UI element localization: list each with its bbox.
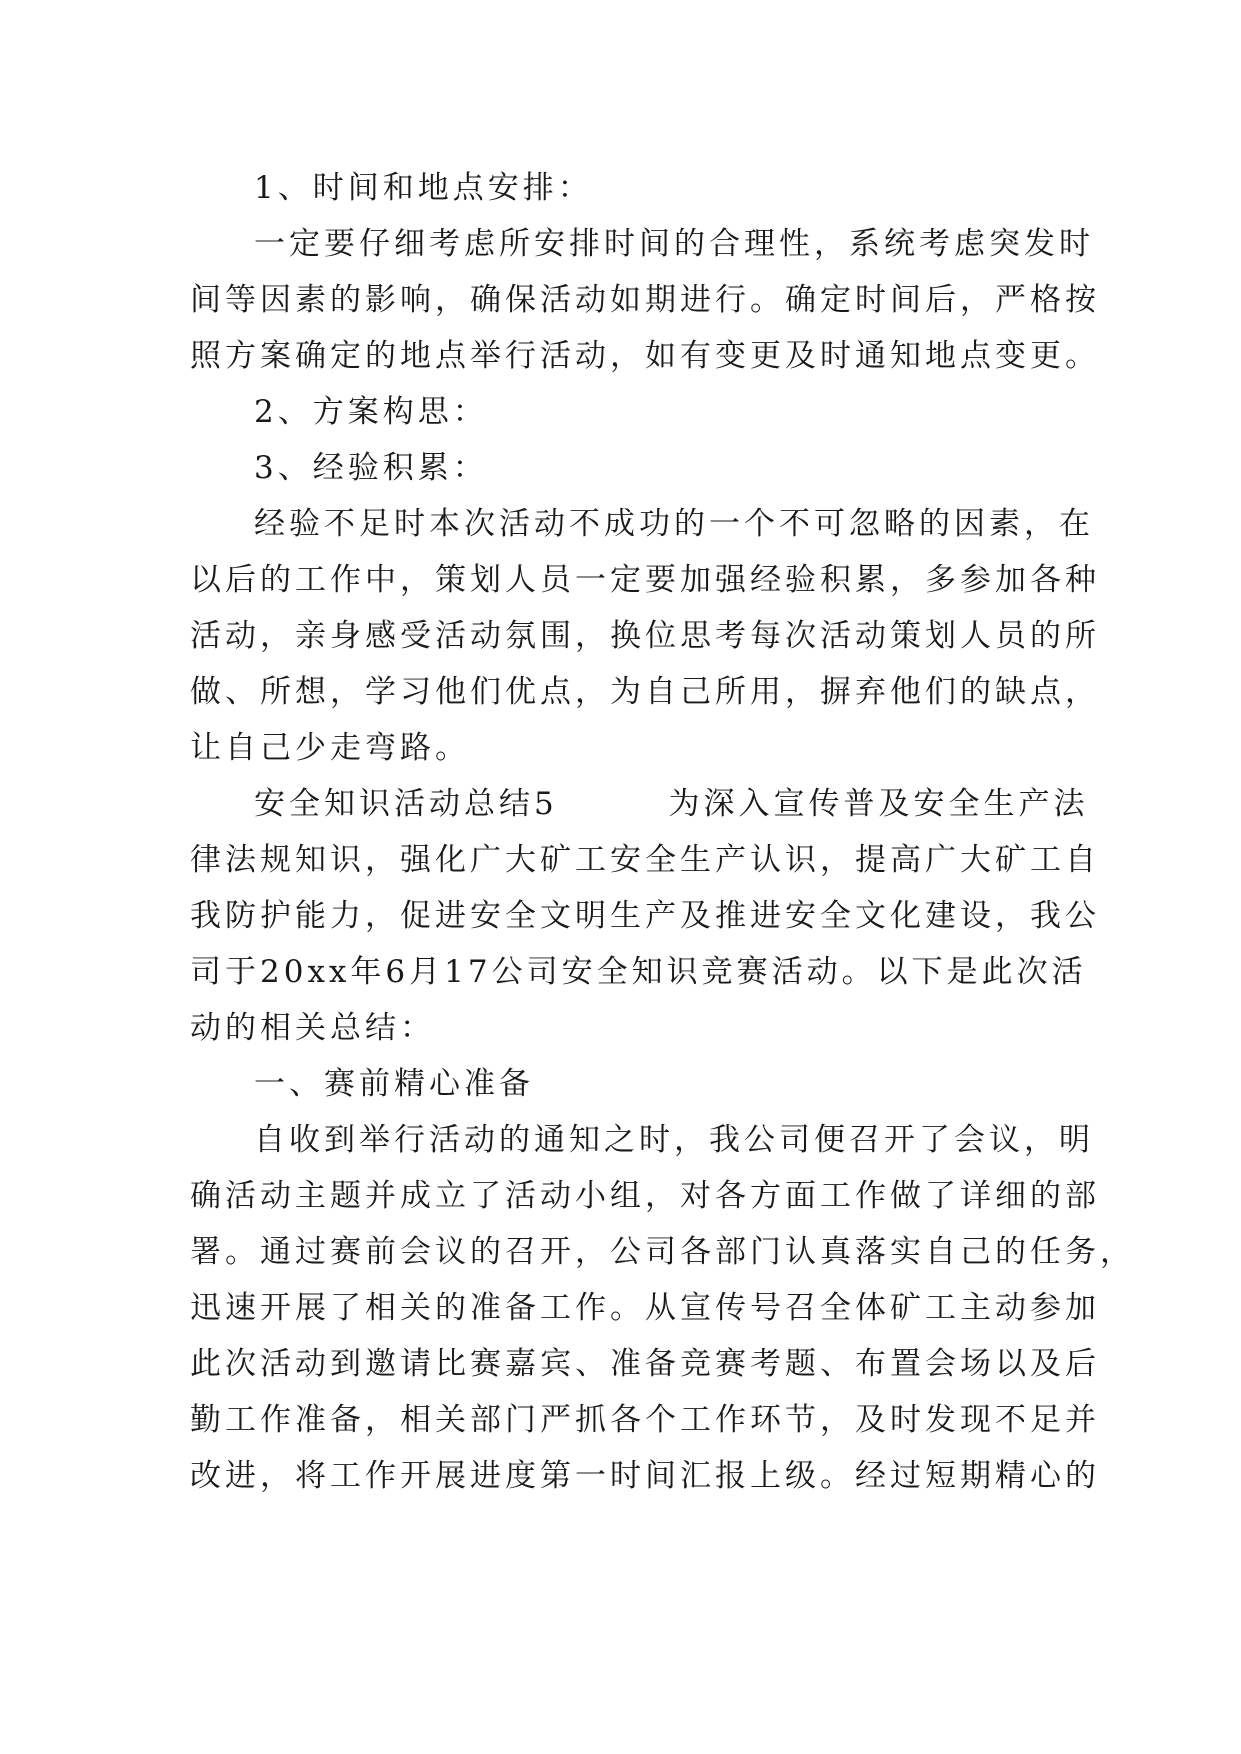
paragraph-line: 勤工作准备，相关部门严抓各个工作环节，及时发现不足并: [190, 1402, 1100, 1438]
heading-preparation: 一、赛前精心准备: [254, 1066, 534, 1102]
heading-plan-concept: 2、方案构思：: [254, 394, 488, 430]
paragraph-line: 律法规知识，强化广大矿工安全生产认识，提高广大矿工自: [190, 842, 1100, 878]
paragraph-line: 迅速开展了相关的准备工作。从宣传号召全体矿工主动参加: [190, 1290, 1100, 1326]
paragraph-line: 经验不足时本次活动不成功的一个不可忽略的因素，在: [254, 506, 1094, 542]
paragraph-line: 以后的工作中，策划人员一定要加强经验积累，多参加各种: [190, 562, 1100, 598]
paragraph-line: 署。通过赛前会议的召开，公司各部门认真落实自己的任务，: [190, 1234, 1135, 1270]
heading-experience: 3、经验积累：: [254, 450, 488, 486]
paragraph-line: 司于20xx年6月17公司安全知识竞赛活动。以下是此次活: [190, 954, 1087, 990]
paragraph-line: 活动，亲身感受活动氛围，换位思考每次活动策划人员的所: [190, 618, 1100, 654]
paragraph-line: 让自己少走弯路。: [190, 730, 470, 766]
paragraph-line: 确活动主题并成立了活动小组，对各方面工作做了详细的部: [190, 1178, 1100, 1214]
paragraph-line: 动的相关总结：: [190, 1010, 435, 1046]
paragraph-line: 一定要仔细考虑所安排时间的合理性，系统考虑突发时: [254, 226, 1094, 262]
paragraph-line: 做、所想，学习他们优点，为自己所用，摒弃他们的缺点，: [190, 674, 1100, 710]
section-title-line: 安全知识活动总结5 为深入宣传普及安全生产法: [254, 786, 1089, 822]
paragraph-line: 照方案确定的地点举行活动，如有变更及时通知地点变更。: [190, 338, 1100, 374]
paragraph-line: 改进，将工作开展进度第一时间汇报上级。经过短期精心的: [190, 1458, 1100, 1494]
paragraph-line: 间等因素的影响，确保活动如期进行。确定时间后，严格按: [190, 282, 1100, 318]
paragraph-line: 我防护能力，促进安全文明生产及推进安全文化建设，我公: [190, 898, 1100, 934]
paragraph-line: 自收到举行活动的通知之时，我公司便召开了会议，明: [254, 1122, 1094, 1158]
heading-time-and-place: 1、时间和地点安排：: [254, 170, 593, 206]
paragraph-line: 此次活动到邀请比赛嘉宾、准备竞赛考题、布置会场以及后: [190, 1346, 1100, 1382]
